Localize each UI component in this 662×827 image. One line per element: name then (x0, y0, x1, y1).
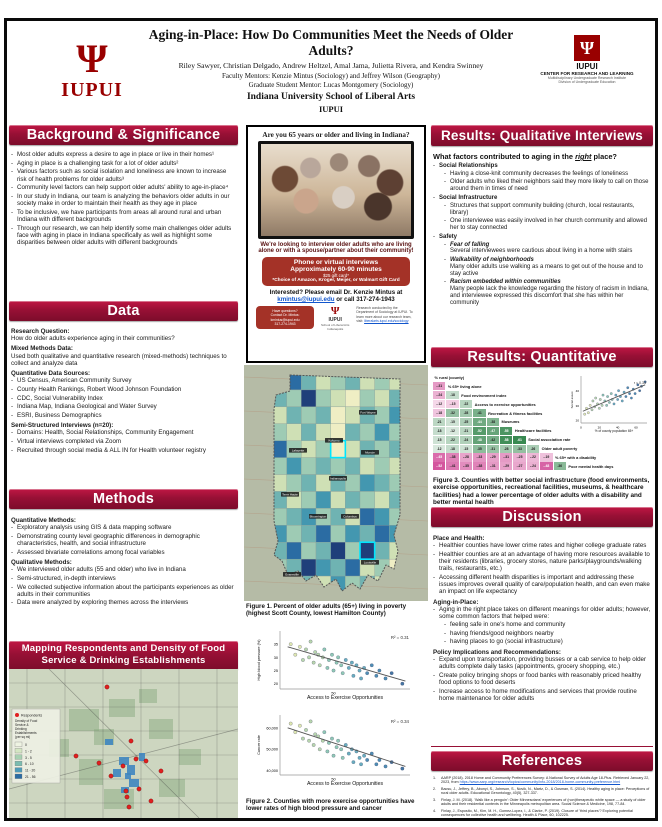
svg-text:Evansville: Evansville (285, 572, 299, 577)
svg-text:3 - 5: 3 - 5 (25, 755, 32, 760)
heatmap-cell: .15 (433, 436, 445, 444)
section-header-background: Background & Significance (9, 125, 238, 145)
heatmap-cell: -.41 (446, 462, 458, 470)
svg-text:High blood pressure (%): High blood pressure (%) (257, 639, 261, 681)
badge-line: Have questions? (272, 309, 298, 313)
bullet-item: - Fear of falling Several interviewees were cautious about living in a home with stairs (444, 242, 651, 256)
heatmap-variable-label: Museums (501, 419, 520, 425)
bullet-item: - Expand upon transportation, providing busses or a cab service to help older adults complete daily tasks (appointments, grocery shopping, etc.) (433, 656, 651, 670)
iupui-logo-right (525, 35, 649, 84)
heatmap-cell: .12 (433, 445, 445, 453)
food-density-map-svg (9, 669, 238, 818)
data-content (11, 325, 236, 455)
svg-text:60,000: 60,000 (266, 726, 278, 731)
bullet-item: - Racism embedded within communities Many people lack the knowledge regarding the history of racism in Indiana, and interviewee expressed this discomfort that she has within her community (444, 279, 651, 307)
heatmap-cell: -.38 (473, 462, 485, 470)
background-bullets (11, 151, 236, 248)
heatmap-cell: -.12 (433, 400, 445, 408)
reference-text: Finlay, J. M. (2018). 'Walk like a penguin': Older Minnesotans' experiences of (non)therapeutic white space — a study of older adults and their residential contexts in the Minneapolis metropolitan area. Social Science & Medicine, 198, 77-84. (441, 797, 646, 807)
reference-number: 1. (433, 776, 437, 780)
heatmap-cell: -.31 (500, 453, 512, 461)
badge-line: 317-274-1943 (274, 321, 296, 326)
iupui-wordmark: IUPUI (61, 79, 123, 101)
heatmap-cell: .25 (460, 418, 472, 426)
scatter-bp-svg (254, 627, 418, 707)
svg-text:60: 60 (634, 425, 638, 430)
svg-text:Social assoc.: Social assoc. (570, 390, 574, 409)
logo-right-center-line: CENTER FOR RESEARCH AND LEARNING (540, 71, 634, 76)
svg-text:0: 0 (580, 425, 582, 430)
bullet-item: - CDC, Social Vulnerability Index (11, 395, 236, 402)
heatmap-cell: .47 (487, 427, 499, 435)
heatmap-variable-label: % rural (county) (434, 374, 465, 380)
heatmap-cell: -.29 (500, 462, 512, 470)
svg-text:Access to Exercise Opportuniti: Access to Exercise Opportunities (306, 781, 384, 787)
flyer-pitch: We're looking to interview older adults who are living alone or with a spouse/partner about their community! (258, 242, 414, 254)
mini-wordmark: IUPUI (328, 317, 342, 323)
heatmap-cell: .33 (513, 445, 525, 453)
reference-number: 4. (433, 808, 437, 813)
section-header-references: References (431, 751, 653, 771)
scatter-cancer-svg (254, 711, 418, 795)
iu-trident-icon: Ψ (76, 36, 108, 81)
figure3-caption: Figure 3. Counties with better social infrastructure (food environments, exercise opportunities, recreational facilities, museums, & healthcare facilities) had a lower percentage of older adults with a disability and better mental health (433, 477, 650, 507)
title-block (137, 27, 525, 114)
bullet-item: - having friends/good neighbors nearby (444, 630, 651, 637)
bullet-item: - Walkability of neighborhoods Many older adults use walking as a means to get out of the house and to stay active (444, 257, 651, 278)
reference-item (433, 787, 651, 796)
heatmap-cell: -.45 (433, 453, 445, 461)
svg-text:30: 30 (273, 655, 278, 660)
left-column (9, 125, 238, 818)
divider-line (431, 746, 653, 747)
heatmap-cell: -.52 (433, 462, 445, 470)
heatmap-cell: .18 (433, 427, 445, 435)
bullet-item: - Through our research, we can help identify some main challenges older adults face with aging in place in Indiana specifically as well as highlight some disparities between older adults with different backgrounds (11, 225, 236, 247)
heatmap-cell: .55 (500, 427, 512, 435)
bullet-item: - Create policy bringing shops or food banks with reasonably priced healthy food options to food deserts (433, 672, 651, 686)
school-line: Indiana University School of Liberal Arts (246, 92, 416, 102)
bullet-item: - Accessing different health disparities is important and addressing these issues improves overall quality of care/population health, and can even make an impact on life expectancy (433, 574, 651, 596)
bullet-item: - Domains: Health, Social Relationships, Community Engagement (11, 429, 236, 436)
section-header-quantitative: Results: Quantitative (431, 347, 653, 367)
svg-text:Muncie: Muncie (365, 450, 375, 455)
badge-line: kmintus@iupui.edu (270, 317, 300, 322)
block-heading: Aging-in-Place: (433, 598, 479, 606)
question-pre: What factors contributed to aging in the (433, 152, 576, 161)
authors-line: Riley Sawyer, Christian Delgado, Andrew Heltzel, Amal Jama, Julietta Rivera, and Kendra Swinney (178, 61, 484, 70)
svg-text:20: 20 (273, 682, 278, 687)
section-header-discussion: Discussion (431, 507, 653, 527)
heatmap-cell: .35 (473, 445, 485, 453)
bullet-item: - Data were analyzed by exploring themes across the interviews (11, 599, 236, 606)
bullet-item: - We collected subjective information about the participants experiences as older adults in their communities (11, 584, 236, 598)
svg-text:50,000: 50,000 (266, 747, 278, 752)
quantitative-inset-scatter (567, 373, 651, 437)
faculty-mentors-line: Faculty Mentors: Kenzie Mintus (Sociology) and Jeffrey Wilson (Geography) (222, 72, 440, 80)
bullet-item: - Assessed bivariate correlations among focal variables (11, 549, 236, 556)
heatmap-cell: -.38 (446, 453, 458, 461)
heatmap-cell: .41 (473, 409, 485, 417)
poster-frame (4, 18, 658, 821)
qualitative-bullets (433, 163, 651, 307)
block-heading: Mixed Methods Data: (11, 345, 73, 353)
bullet-item: - Increase access to home modifications and services that provide routine home maintenance for older adults (433, 688, 651, 702)
heatmap-cell: -.33 (473, 453, 485, 461)
bullet-item: - Aging in the right place takes on different meanings for older adults; however, some common factors that helped were: - feeling safe in one's home and community - having friends/good neighbors nearby - having places to go (social infrastructure) (433, 606, 651, 646)
offer-line2: Approximately 60-90 minutes (290, 266, 382, 273)
svg-text:25: 25 (273, 668, 278, 673)
bullet-item: - Social Infrastructure - Structures that support community building (church, local restaurants, library) - One interviewee was easily involved in her church community and allowed her to stay connected (433, 195, 651, 232)
svg-text:40: 40 (575, 389, 579, 394)
logo-right-sub2: Division of Undergraduate Education (558, 80, 616, 84)
flyer-mini-logo (314, 306, 356, 331)
discussion-content (433, 532, 651, 703)
heatmap-cell: -.28 (460, 453, 472, 461)
svg-text:Service &: Service & (15, 723, 29, 727)
heatmap-cell: .15 (446, 418, 458, 426)
bullet-item: - Aging in place is a challenging task for a lot of older adults² (11, 160, 236, 167)
flyer-fineprint (356, 306, 416, 323)
heatmap-cell: .61 (513, 436, 525, 444)
reference-number: 2. (433, 786, 437, 791)
heatmap-cell: .18 (446, 391, 458, 399)
svg-text:1 - 2: 1 - 2 (25, 749, 32, 754)
iu-trident-box-icon: Ψ (574, 35, 600, 61)
logo-right-wordmark: IUPUI (576, 62, 598, 71)
section-header-mapping: Mapping Respondents and Density of Food Service & Drinking Establishments (9, 641, 238, 670)
svg-text:Columbus: Columbus (343, 514, 357, 519)
poster-title: Aging-in-Place: How Do Communities Meet the Needs of Older Adults? (148, 27, 514, 58)
grad-mentor-line: Graduate Student Mentor: Lucas Montgomery (Sociology) (248, 81, 414, 89)
block-heading: Place and Health: (433, 535, 485, 542)
bullet-item: - Most older adults express a desire to age in place or live in their homes¹ (11, 151, 236, 158)
heatmap-cell: .18 (446, 445, 458, 453)
bullet-item: - Safety - Fear of falling Several interviewees were cautious about living in a home with stairs - Walkability of neighborhoods Many older adults use walking as a means to get out of the house and to stay active - Racism embedded within communities Many people lack the knowledge regarding the history of racism in Indiana, and interviewee expressed this discomfort that she has within her community (433, 234, 651, 308)
iupui-logo-left (37, 36, 147, 102)
heatmap-variable-label: Poor mental health days (568, 463, 614, 469)
heatmap-cell: -.25 (513, 453, 525, 461)
svg-text:Indianapolis: Indianapolis (329, 476, 347, 481)
svg-text:Louisville: Louisville (363, 560, 377, 565)
heatmap-cell: -.35 (460, 462, 472, 470)
middle-column (244, 125, 428, 818)
svg-text:Density of Food: Density of Food (15, 719, 38, 723)
svg-text:40,000: 40,000 (266, 769, 278, 774)
logo-right-sub1: Multidisciplinary Undergraduate Research Institute (547, 76, 627, 80)
svg-text:0: 0 (25, 743, 27, 747)
flyer-footer (256, 306, 416, 331)
section-header-qualitative: Results: Qualitative Interviews (431, 125, 653, 146)
heatmap-cell: .48 (473, 436, 485, 444)
svg-text:Drinking: Drinking (15, 727, 27, 731)
figure2-scatter-bp (254, 627, 418, 707)
bullet-item: - feeling safe in one's home and community (444, 621, 651, 628)
heatmap-cell: -.24 (433, 391, 445, 399)
quantitative-figure (433, 373, 651, 479)
block-line: How do older adults experience aging in their communities? (11, 335, 175, 343)
mini-line2: Indianapolis (327, 327, 344, 331)
bullet-item: - Demonstrating county level geographic differences in demographic characteristics, health, and social infrastructure (11, 533, 236, 547)
heatmap-cell: .32 (446, 409, 458, 417)
reference-text: Finlay, J., Esposito, M., Kim, M. H., Gomez-Lopez, I., & Clarke, P. (2019). Closure of 'third places'? Exploring potential consequences for collective health and wellbeing. Health & Place, 60, 102225. (441, 808, 633, 818)
svg-text:21 - 56: 21 - 56 (25, 775, 36, 779)
figure1-caption: Figure 1. Percent of older adults (65+) living in poverty (highest Scott County, lowest Hamilton County) (246, 603, 407, 618)
heatmap-cell: .26 (527, 445, 539, 453)
svg-text:Access to Exercise Opportuniti: Access to Exercise Opportunities (306, 695, 384, 701)
heatmap-cell: .31 (487, 445, 499, 453)
bullet-item: - Having a close-knit community decreases the feelings of loneliness (444, 171, 651, 178)
bullet-item: - Community level factors can help support older adults' ability to age-in-place⁴ (11, 184, 236, 191)
poster-header (7, 21, 655, 121)
bullet-item: - Older adults who liked their neighbors said they more likely to call on those around them in times of need (444, 179, 651, 193)
food-density-map (9, 669, 238, 818)
flyer-offer-box (262, 257, 410, 286)
heatmap-cell: .38 (487, 418, 499, 426)
heatmap-variable-label: Recreation & fitness facilities (488, 410, 543, 416)
heatmap-cell: -.15 (446, 400, 458, 408)
svg-text:Kokomo: Kokomo (328, 438, 340, 443)
figure2-caption: Figure 2. Counties with more exercise opportunities have lower rates of high blood pressure and cancer (246, 798, 415, 813)
right-column (431, 125, 653, 818)
section-header-methods: Methods (9, 489, 238, 509)
heatmap-cell: .15 (460, 445, 472, 453)
bullet-item: - Structures that support community building (church, local restaurants, library) (444, 203, 651, 217)
reference-text: AARP (2018). 2018 Home and Community Preferences Survey: A National Survey of Adults Age 18-Plus. Retrieved January 22, 2023, from https://www.aarp.org/research/topics/community/info-2018/2018-home-community-preference.html (441, 776, 650, 785)
section-header-data: Data (9, 301, 238, 321)
svg-text:35: 35 (273, 642, 278, 647)
bullet-item: - Exploratory analysis using GIS & data mapping software (11, 524, 236, 531)
heatmap-cell: .21 (460, 427, 472, 435)
heatmap-variable-label: Access to exercise opportunities (474, 401, 536, 407)
svg-text:Bloomington: Bloomington (309, 514, 327, 519)
figure2-scatter-cancer (254, 711, 418, 795)
reference-item (433, 809, 651, 818)
heatmap-cell: .36 (554, 462, 566, 470)
heatmap-row (433, 453, 613, 462)
question-post: place? (591, 152, 617, 161)
offer-line4: *Choice of Amazon, Kroger, Meijer, or Walmart Gift Card (272, 278, 400, 283)
heatmap-cell: .28 (460, 409, 472, 417)
heatmap-cell: -.27 (513, 462, 525, 470)
mini-line1: School of Liberal Arts (321, 323, 350, 327)
svg-text:r = 0.33: r = 0.33 (633, 381, 646, 385)
bullet-item: - Healthier counties are at an advantage of having more resources available to their residents (libraries, grocery stores, nature parks/playgrounds/walking trails, restaurants, etc.) (433, 551, 651, 573)
heatmap-cell: .28 (500, 445, 512, 453)
bullet-item: - Recruited through social media & ALL IN for Health volunteer registry (11, 447, 236, 454)
mini-trident-icon: Ψ (330, 305, 340, 317)
heatmap-row (433, 462, 613, 471)
heatmap-cell: -.18 (433, 409, 445, 417)
qualitative-content (433, 152, 651, 309)
older-adults-photo (258, 141, 414, 239)
references-list (433, 776, 651, 820)
heatmap-cell: -.19 (540, 453, 552, 461)
heatmap-variable-label: Food environment index (461, 392, 507, 398)
heatmap-cell: -.29 (487, 453, 499, 461)
heatmap-variable-label: % 65+ with a disability (555, 454, 597, 460)
block-heading: Qualitative Methods: (11, 558, 72, 566)
svg-text:30: 30 (575, 403, 579, 408)
reference-number: 3. (433, 797, 437, 802)
heatmap-cell: .22 (446, 436, 458, 444)
recruitment-flyer (246, 125, 426, 363)
heatmap-cell: .12 (446, 427, 458, 435)
block-heading: Quantitative Data Sources: (11, 369, 91, 377)
svg-text:40: 40 (615, 425, 620, 430)
heatmap-variable-label: Older adult poverty (541, 446, 578, 452)
reference-item (433, 798, 651, 807)
heatmap-cell: -.48 (540, 462, 552, 470)
heatmap-variable-label: Healthcare facilities (514, 428, 552, 434)
inset-scatter-svg (567, 373, 651, 437)
heatmap-row (433, 444, 613, 453)
svg-text:6 - 10: 6 - 10 (25, 762, 34, 767)
svg-text:Respondents: Respondents (21, 713, 43, 718)
fineprint-link[interactable]: liberalarts.iupui.edu/sociology (364, 318, 409, 323)
bullet-item: - We interviewed older adults (55 and older) who live in Indiana (11, 566, 236, 573)
campus-line: IUPUI (318, 104, 344, 114)
svg-text:(per sq mi): (per sq mi) (15, 735, 31, 739)
badge-line: Contact Dr. Mintus: (270, 313, 300, 318)
contact-email-link[interactable]: kmintus@iupui.edu (277, 296, 335, 303)
methods-content (11, 514, 236, 608)
block-heading: Research Question: (11, 328, 70, 335)
block-heading: Quantitative Methods: (11, 517, 76, 524)
question-em: right (575, 152, 592, 161)
offer-line1: Phone or virtual interviews (293, 259, 379, 266)
svg-text:Cancer rate: Cancer rate (257, 735, 261, 755)
svg-text:11 - 20: 11 - 20 (25, 768, 36, 773)
svg-text:Fort Wayne: Fort Wayne (360, 410, 376, 415)
indiana-map-svg (244, 365, 428, 601)
reference-text: Bacsu, J., Jeffery, B., Abonyi, S., Johnson, S., Novik, N., Martz, D., & Oosman, S. (2014). Healthy aging in place: Perceptions of rural older adults. Educational Gerontology, 40(5), 327-337. (441, 786, 650, 796)
flyer-contact (254, 289, 418, 303)
svg-text:R² = 0.34: R² = 0.34 (390, 719, 409, 724)
bullet-item: - having places to go (social infrastructure) (444, 638, 651, 645)
heatmap-cell: .21 (433, 418, 445, 426)
svg-text:R² = 0.31: R² = 0.31 (390, 635, 409, 640)
heatmap-cell: -.31 (487, 462, 499, 470)
flyer-headline: Are you 65 years or older and living in Indiana? (262, 131, 410, 139)
reference-item (433, 776, 651, 785)
bullet-item: - Indiana Map, Indiana Geological and Water Survey (11, 403, 236, 410)
svg-text:20: 20 (597, 425, 602, 430)
bullet-item: - Semi-structured, in-depth interviews (11, 575, 236, 582)
svg-text:Establishments: Establishments (15, 731, 37, 735)
heatmap-cell: .58 (500, 436, 512, 444)
svg-text:20: 20 (575, 418, 579, 423)
block-heading: Semi-Structured Interviews (n=20): (11, 422, 114, 430)
bullet-item: - One interviewee was easily involved in her church community and allowed her to stay connected (444, 218, 651, 232)
contact-pre: Interested? Please email Dr. Kenzie Mintus at (269, 289, 403, 296)
heatmap-cell: .44 (473, 418, 485, 426)
bullet-item: - To be inclusive, we have participants from areas all around rural and urban Indiana with different backgrounds (11, 209, 236, 223)
heatmap-cell: -.22 (527, 453, 539, 461)
bullet-item: - Virtual interviews completed via Zoom (11, 438, 236, 445)
figure1-indiana-map (244, 365, 428, 601)
heatmap-variable-label: % 65+ living alone (447, 383, 482, 389)
contact-post: or call 317-274-1943 (336, 296, 395, 303)
bullet-item: - Various factors such as social isolation and loneliness are known to increase risk of health problems for older adults³ (11, 168, 236, 182)
heatmap-variable-label: Social association rate (528, 437, 571, 443)
heatmap-cell: .24 (460, 436, 472, 444)
qualitative-question (433, 152, 651, 161)
bullet-item: - ESRI, Business Demographics (11, 412, 236, 419)
bullet-item: - County Health Rankings, Robert Wood Johnson Foundation (11, 386, 236, 393)
bullet-item: - US Census, American Community Survey (11, 377, 236, 384)
svg-text:% of county population 65+: % of county population 65+ (594, 429, 634, 433)
offer-line3: $25 gift card* (323, 273, 349, 278)
block-heading: Policy Implications and Recommendations: (433, 648, 561, 656)
bullet-item: - Social Relationships - Having a close-knit community decreases the feelings of loneliness - Older adults who liked their neighbors said they more likely to call on those around them in times of need (433, 163, 651, 193)
fineprint-text: Research conducted by the Department of Sociology at IUPUI. To learn more about our research team, visit: (356, 306, 413, 323)
svg-text:Terre Haute: Terre Haute (282, 492, 298, 497)
heatmap-cell: -.31 (433, 382, 445, 390)
reference-link[interactable]: https://www.aarp.org/research/topics/community/info-2018/2018-home-community-preference.html (459, 780, 621, 785)
svg-text:50: 50 (331, 777, 336, 782)
heatmap-cell: -.24 (527, 462, 539, 470)
heatmap-cell: .22 (460, 400, 472, 408)
bullet-item: - Healthier counties have lower crime rates and higher college graduate rates (433, 542, 651, 549)
heatmap-cell: .42 (487, 436, 499, 444)
irb-badge (256, 306, 314, 329)
bullet-item: - In our study in Indiana, our team is analyzing the behaviors older adults in our society make in order to maintain their health as they age in place (11, 193, 236, 207)
svg-text:Lafayette: Lafayette (291, 448, 305, 453)
heatmap-cell: .52 (473, 427, 485, 435)
svg-text:50: 50 (331, 691, 336, 696)
block-line: Used both qualitative and quantitative research (mixed-methods) techniques to collect and analyze data (11, 352, 227, 367)
